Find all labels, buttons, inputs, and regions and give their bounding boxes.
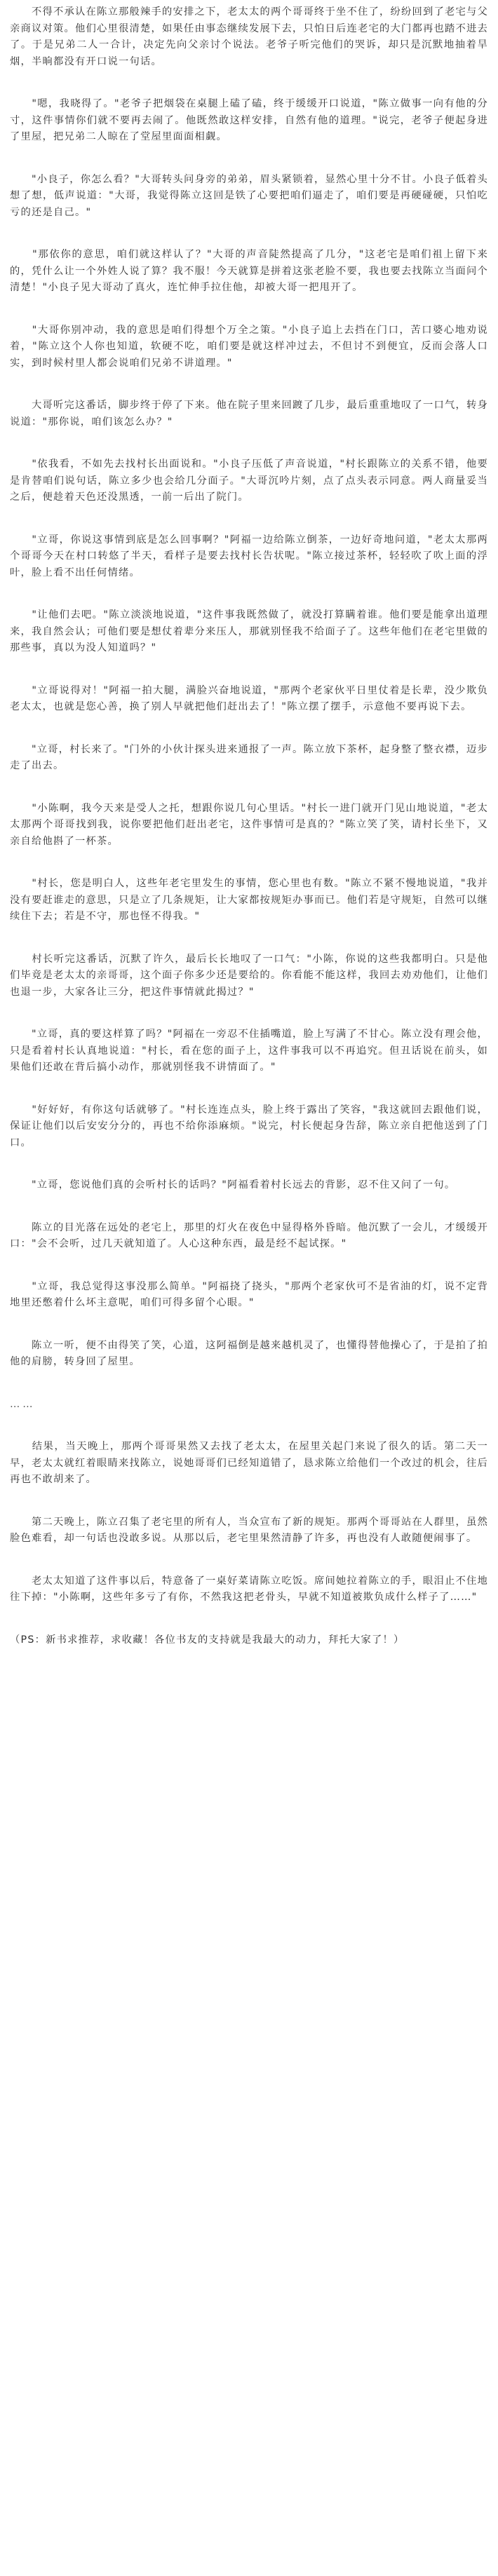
paragraph-19: "立哥，我总觉得这事没那么简单。"阿福挠了挠头，"那两个老家伙可不是省油的灯，说不定背地里还憋着什么坏主意呢，咱们可得多留个心眼。" [10, 1280, 488, 1308]
paragraph-10: "立哥说得对！"阿福一拍大腿，满脸兴奋地说道，"那两个老家伙平日里仗着是长辈，没少欺负老太太，也就是您心善，换了别人早就把他们赶出去了！"陈立摆了摆手，示意他不要再说下去。 [10, 684, 488, 712]
paragraph-18: 陈立的目光落在远处的老宅上，那里的灯火在夜色中显得格外昏暗。他沉默了一会儿，才缓缓开口："会不会听，过几天就知道了。人心这种东西，最是经不起试探。" [10, 1221, 488, 1249]
paragraph-3: "小良子，你怎么看？"大哥转头问身旁的弟弟，眉头紧锁着，显然心里十分不甘。小良子低着头想了想，低声说道："大哥，我觉得陈立这回是铁了心要把咱们逼走了，咱们要是再硬碰硬，只怕吃亏的还是自己。" [10, 173, 488, 218]
paragraph-12: "小陈啊，我今天来是受人之托，想跟你说几句心里话。"村长一进门就开门见山地说道，"老太太那两个哥哥找到我，说你要把他们赶出老宅，这件事情可是真的？"陈立笑了笑，请村长坐下，又亲自给他斟了一杯茶。 [10, 802, 488, 847]
paragraph-16: "好好好，有你这句话就够了。"村长连连点头，脸上终于露出了笑容，"我这就回去跟他们说，保证让他们以后安安分分的，再也不给你添麻烦。"说完，村长便起身告辞，陈立亲自把他送到了门口。 [10, 1104, 488, 1148]
paragraph-6: 大哥听完这番话，脚步终于停了下来。他在院子里来回踱了几步，最后重重地叹了一口气，转身说道："那你说，咱们该怎么办？" [10, 400, 488, 428]
paragraph-23: 老太太知道了这件事以后，特意备了一桌好菜请陈立吃饭。席间她拉着陈立的手，眼泪止不住地往下掉："小陈啊，这些年多亏了有你，不然我这把老骨头，早就不知道被欺负成什么样子了……" [10, 1575, 488, 1603]
paragraph-5: "大哥你别冲动，我的意思是咱们得想个万全之策。"小良子追上去挡在门口，苦口婆心地劝说着，"陈立这个人你也知道，软硬不吃，咱们要是就这样冲过去，不但讨不到便宜，反而会落人口实，到时候村里人都会说咱们兄弟不讲道理。" [10, 324, 488, 369]
paragraph-15: "立哥，真的要这样算了吗？"阿福在一旁忍不住插嘴道，脸上写满了不甘心。陈立没有理会他，只是看着村长认真地说道："村长，看在您的面子上，这件事我可以不再追究。但丑话说在前头，如果他们还敢在背后搞小动作，那就别怪我不讲情面了。" [10, 1029, 488, 1073]
paragraph-20: 陈立一听，便不由得笑了笑，心道，这阿福倒是越来越机灵了，也懂得替他操心了，于是拍了拍他的肩膀，转身回了屋里。 [10, 1339, 488, 1367]
paragraph-13: "村长，您是明白人，这些年老宅里发生的事情，您心里也有数。"陈立不紧不慢地说道，"我并没有要赶谁走的意思，只是立了几条规矩，让大家都按规矩办事而已。他们若是守规矩，自然可以继续住下去；若是不守，那也怪不得我。" [10, 878, 488, 922]
paragraph-21: 结果，当天晚上，那两个哥哥果然又去找了老太太，在屋里关起门来说了很久的话。第二天一早，老太太就红着眼睛来找陈立，说她哥哥们已经知道错了，恳求陈立给他们一个改过的机会，往后再也不敢胡来了。 [10, 1441, 488, 1485]
section-separator: …… [10, 1398, 36, 1410]
paragraph-17: "立哥，您说他们真的会听村长的话吗？"阿福看着村长远去的背影，忍不住又问了一句。 [10, 1179, 456, 1191]
author-note: （PS：新书求推荐，求收藏！各位书友的支持就是我最大的动力，拜托大家了！） [10, 1634, 405, 1646]
paragraph-11: "立哥，村长来了。"门外的小伙计探头进来通报了一声。陈立放下茶杯，起身整了整衣襟，迈步走了出去。 [10, 743, 488, 771]
paragraph-4: "那依你的意思，咱们就这样认了？"大哥的声音陡然提高了几分，"这老宅是咱们祖上留下来的，凭什么让一个外姓人说了算？我不服！今天就算是拼着这张老脸不要，我也要去找陈立当面问个清楚！"小良子见大哥动了真火，连忙伸手拉住他，却被大哥一把甩开了。 [10, 249, 488, 293]
paragraph-7: "依我看，不如先去找村长出面说和。"小良子压低了声音说道，"村长跟陈立的关系不错，他要是肯替咱们说句话，陈立多少也会给几分面子。"大哥沉吟片刻，点了点头表示同意。两人商量妥当之后，便趁着天色还没黑透，一前一后出了院门。 [10, 459, 488, 503]
paragraph-8: "立哥，你说这事情到底是怎么回事啊？"阿福一边给陈立倒茶，一边好奇地问道，"老太太那两个哥哥今天在村口转悠了半天，看样子是要去找村长告状呢。"陈立接过茶杯，轻轻吹了吹上面的浮叶，脸上看不出任何情绪。 [10, 534, 488, 578]
paragraph-14: 村长听完这番话，沉默了许久，最后长长地叹了一口气："小陈，你说的这些我都明白。只是他们毕竟是老太太的亲哥哥，这个面子你多少还是要给的。你看能不能这样，我回去劝劝他们，让他们也退一步，大家各让三分，把这件事情就此揭过？" [10, 953, 488, 998]
paragraph-2: "嗯，我晓得了。"老爷子把烟袋在桌腿上磕了磕，终于缓缓开口说道，"陈立做事一向有他的分寸，这件事情你们就不要再去闹了。他既然敢这样安排，自然有他的道理。"说完，老爷子便起身进了里屋，把兄弟二人晾在了堂屋里面面相觑。 [10, 98, 488, 142]
paragraph-22: 第二天晚上，陈立召集了老宅里的所有人，当众宣布了新的规矩。那两个哥哥站在人群里，虽然脸色难看，却一句话也没敢多说。从那以后，老宅里果然清静了许多，再也没有人敢随便闹事了。 [10, 1516, 488, 1544]
paragraph-1: 不得不承认在陈立那般辣手的安排之下，老太太的两个哥哥终于坐不住了，纷纷回到了老宅与父亲商议对策。他们心里很清楚，如果任由事态继续发展下去，只怕日后连老宅的大门都再也踏不进去了。于是兄弟二人一合计，决定先向父亲讨个说法。老爷子听完他们的哭诉，却只是沉默地抽着旱烟，半晌都没有开口说一句话。 [10, 6, 488, 67]
paragraph-9: "让他们去吧。"陈立淡淡地说道，"这件事我既然做了，就没打算瞒着谁。他们要是能拿出道理来，我自然会认；可他们要是想仗着辈分来压人，那就别怪我不给面子了。这些年他们在老宅里做的那些事，真以为没人知道吗？" [10, 609, 488, 653]
